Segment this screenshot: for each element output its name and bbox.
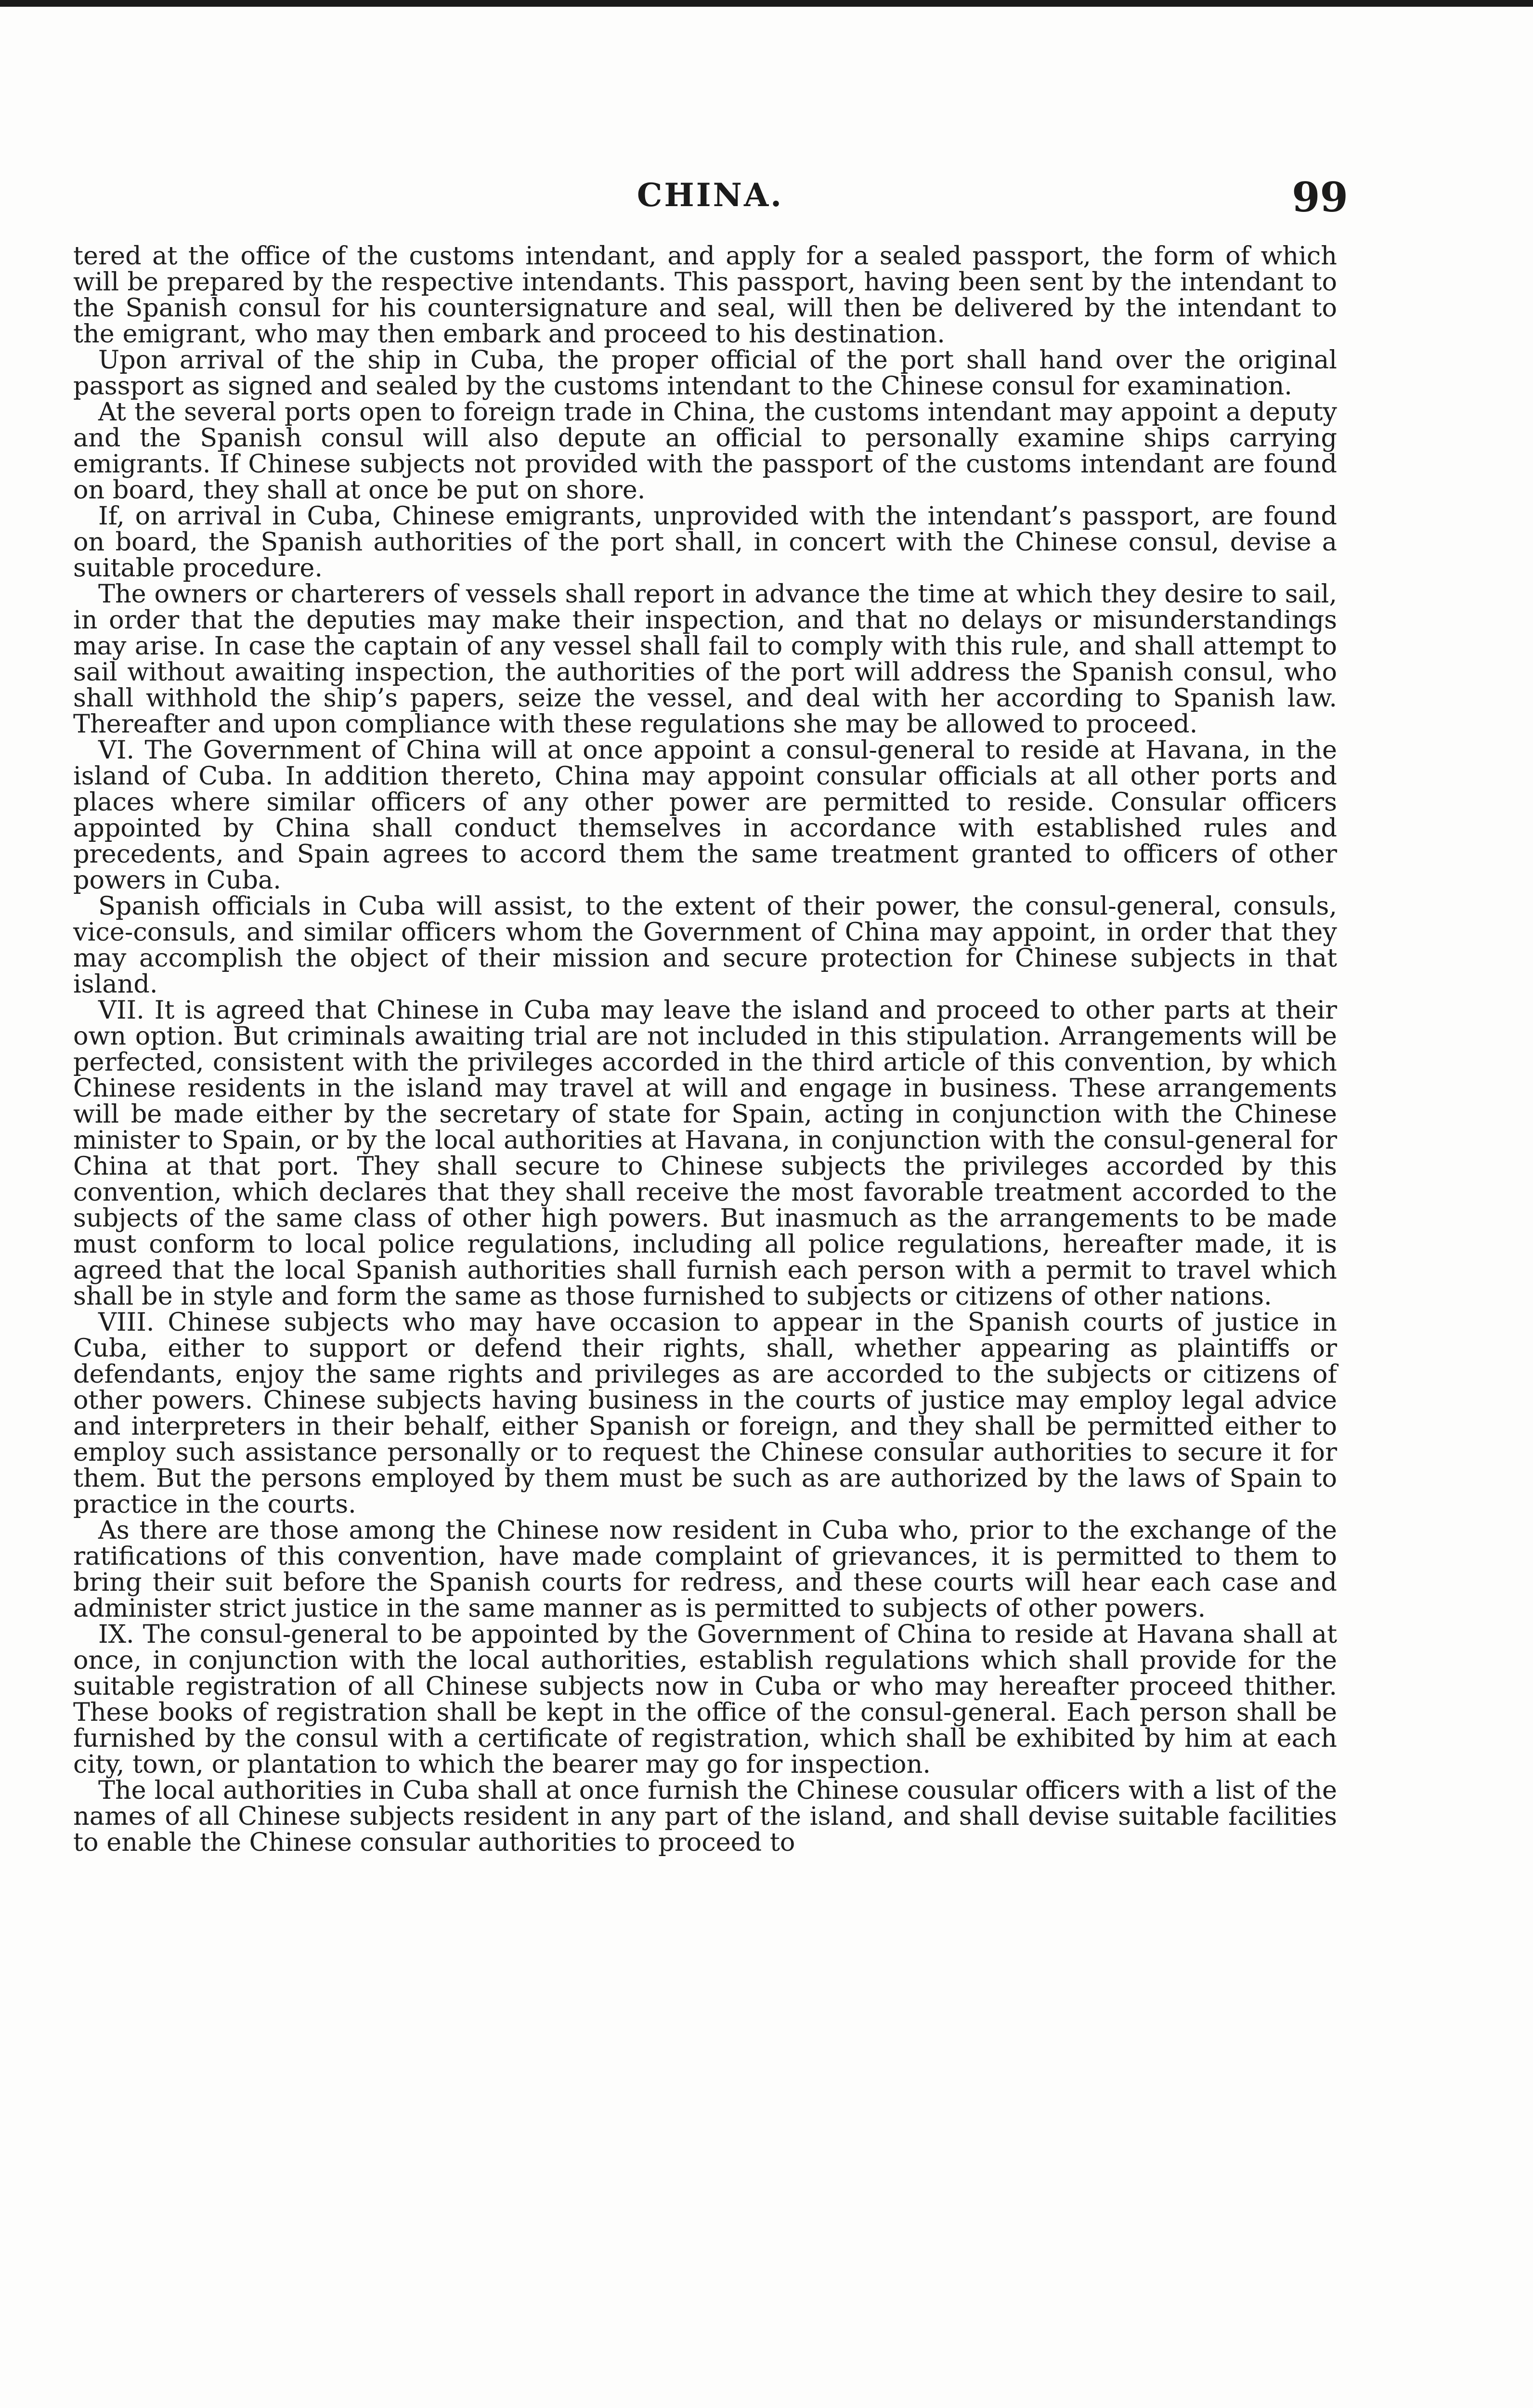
paragraph-local-authorities: The local authorities in Cuba shall at once furnish the Chinese cousular officers with a list of the names of all Chinese subjects resident in any part of the island, and shall devise suitable facilities to enable the Chinese consular authorities to proceed to bbox=[73, 1776, 1337, 1857]
paragraph-article-ix: IX. The consul-general to be appointed by the Government of China to reside at Havana shall at once, in conjunction with the local authorities, establish regulations which shall provide for the suitable registration of all Chinese subjects now in Cuba or who may hereafter proceed thither. These books of registration shall be kept in the office of the consul-general. Each person shall be furnished by the consul with a certificate of registration, which shall be exhibited by him at each city, town, or plantation to which the bearer may go for inspection. bbox=[73, 1620, 1337, 1779]
body-text bbox=[73, 243, 1337, 1856]
paragraph-article-viii: VIII. Chinese subjects who may have occasion to appear in the Spanish courts of justice in Cuba, either to support or defend their rights, shall, whether appearing as plaintiffs or defendants, enjoy the same rights and privileges as are accorded to the subjects or citizens of other powers. Chinese subjects having business in the courts of justice may employ legal advice and interpreters in their behalf, either Spanish or foreign, and they shall be permitted either to employ such assistance personally or to request the Chinese consular authorities to secure it for them. But the persons employed by them must be such as are authorized by the laws of Spain to practice in the courts. bbox=[73, 1308, 1337, 1519]
paragraph-continuation: tered at the office of the customs intendant, and apply for a sealed passport, the form of which will be prepared by the respective intendants. This passport, having been sent by the intendant to the Spanish consul for his countersignature and seal, will then be delivered by the intendant to the emigrant, who may then embark and proceed to his destination. bbox=[73, 241, 1337, 349]
paragraph-arrival-cuba: Upon arrival of the ship in Cuba, the proper official of the port shall hand over the original passport as signed and sealed by the customs intendant to the Chinese consul for examination. bbox=[73, 345, 1337, 401]
paragraph-spanish-officials: Spanish officials in Cuba will assist, to the extent of their power, the consul-general, consuls, vice-consuls, and similar officers whom the Government of China may appoint, in order that they may accomplish the object of their mission and secure protection for Chinese subjects in that island. bbox=[73, 891, 1337, 999]
page-number: 99 bbox=[1292, 173, 1348, 221]
paragraph-grievances: As there are those among the Chinese now resident in Cuba who, prior to the exchange of the ratifications of this convention, have made complaint of grievances, it is permitted to them to bring their suit before the Spanish courts for redress, and these courts will hear each case and administer strict justice in the same manner as is permitted to subjects of other powers. bbox=[73, 1516, 1337, 1623]
paragraph-article-vii: VII. It is agreed that Chinese in Cuba may leave the island and proceed to other parts at their own option. But criminals awaiting trial are not included in this stipulation. Arrangements will be perfected, consistent with the privileges accorded in the third article of this convention, by which Chinese residents in the island may travel at will and engage in business. These arrangements will be made either by the secretary of state for Spain, acting in conjunction with the Chinese minister to Spain, or by the local authorities at Havana, in conjunction with the consul-general for China at that port. They shall secure to Chinese subjects the privileges accorded by this convention, which declares that they shall receive the most favorable treatment accorded to the subjects of the same class of other high powers. But inasmuch as the arrangements to be made must conform to local police regulations, including all police regulations, hereafter made, it is agreed that the local Spanish authorities shall furnish each person with a permit to travel which shall be in style and form the same as those furnished to subjects or citizens of other nations. bbox=[73, 995, 1337, 1311]
running-title: CHINA. bbox=[637, 176, 784, 214]
paragraph-unprovided-emigrants: If, on arrival in Cuba, Chinese emigrants, unprovided with the intendant’s passport, are found on board, the Spanish authorities of the port shall, in concert with the Chinese consul, devise a suitable procedure. bbox=[73, 501, 1337, 583]
page-header bbox=[72, 173, 1348, 221]
paragraph-port-inspection: At the several ports open to foreign trade in China, the customs intendant may appoint a deputy and the Spanish consul will also depute an official to personally examine ships carrying emigrants. If Chinese subjects not provided with the passport of the customs intendant are found on board, they shall at once be put on shore. bbox=[73, 397, 1337, 505]
paragraph-vessel-owners: The owners or charterers of vessels shall report in advance the time at which they desire to sail, in order that the deputies may make their inspection, and that no delays or misunderstandings may arise. In case the captain of any vessel shall fail to comply with this rule, and shall attempt to sail without awaiting inspection, the authorities of the port will address the Spanish consul, who shall withhold the ship’s papers, seize the vessel, and deal with her according to Spanish law. Thereafter and upon compliance with these regulations she may be allowed to proceed. bbox=[73, 579, 1337, 739]
paragraph-article-vi: VI. The Government of China will at once appoint a consul-general to reside at Havana, in the island of Cuba. In addition thereto, China may appoint consular officials at all other ports and places where similar officers of any other power are permitted to reside. Consular officers appointed by China shall conduct themselves in accordance with established rules and precedents, and Spain agrees to accord them the same treatment granted to officers of other powers in Cuba. bbox=[73, 735, 1337, 895]
scan-top-edge bbox=[0, 0, 1533, 7]
